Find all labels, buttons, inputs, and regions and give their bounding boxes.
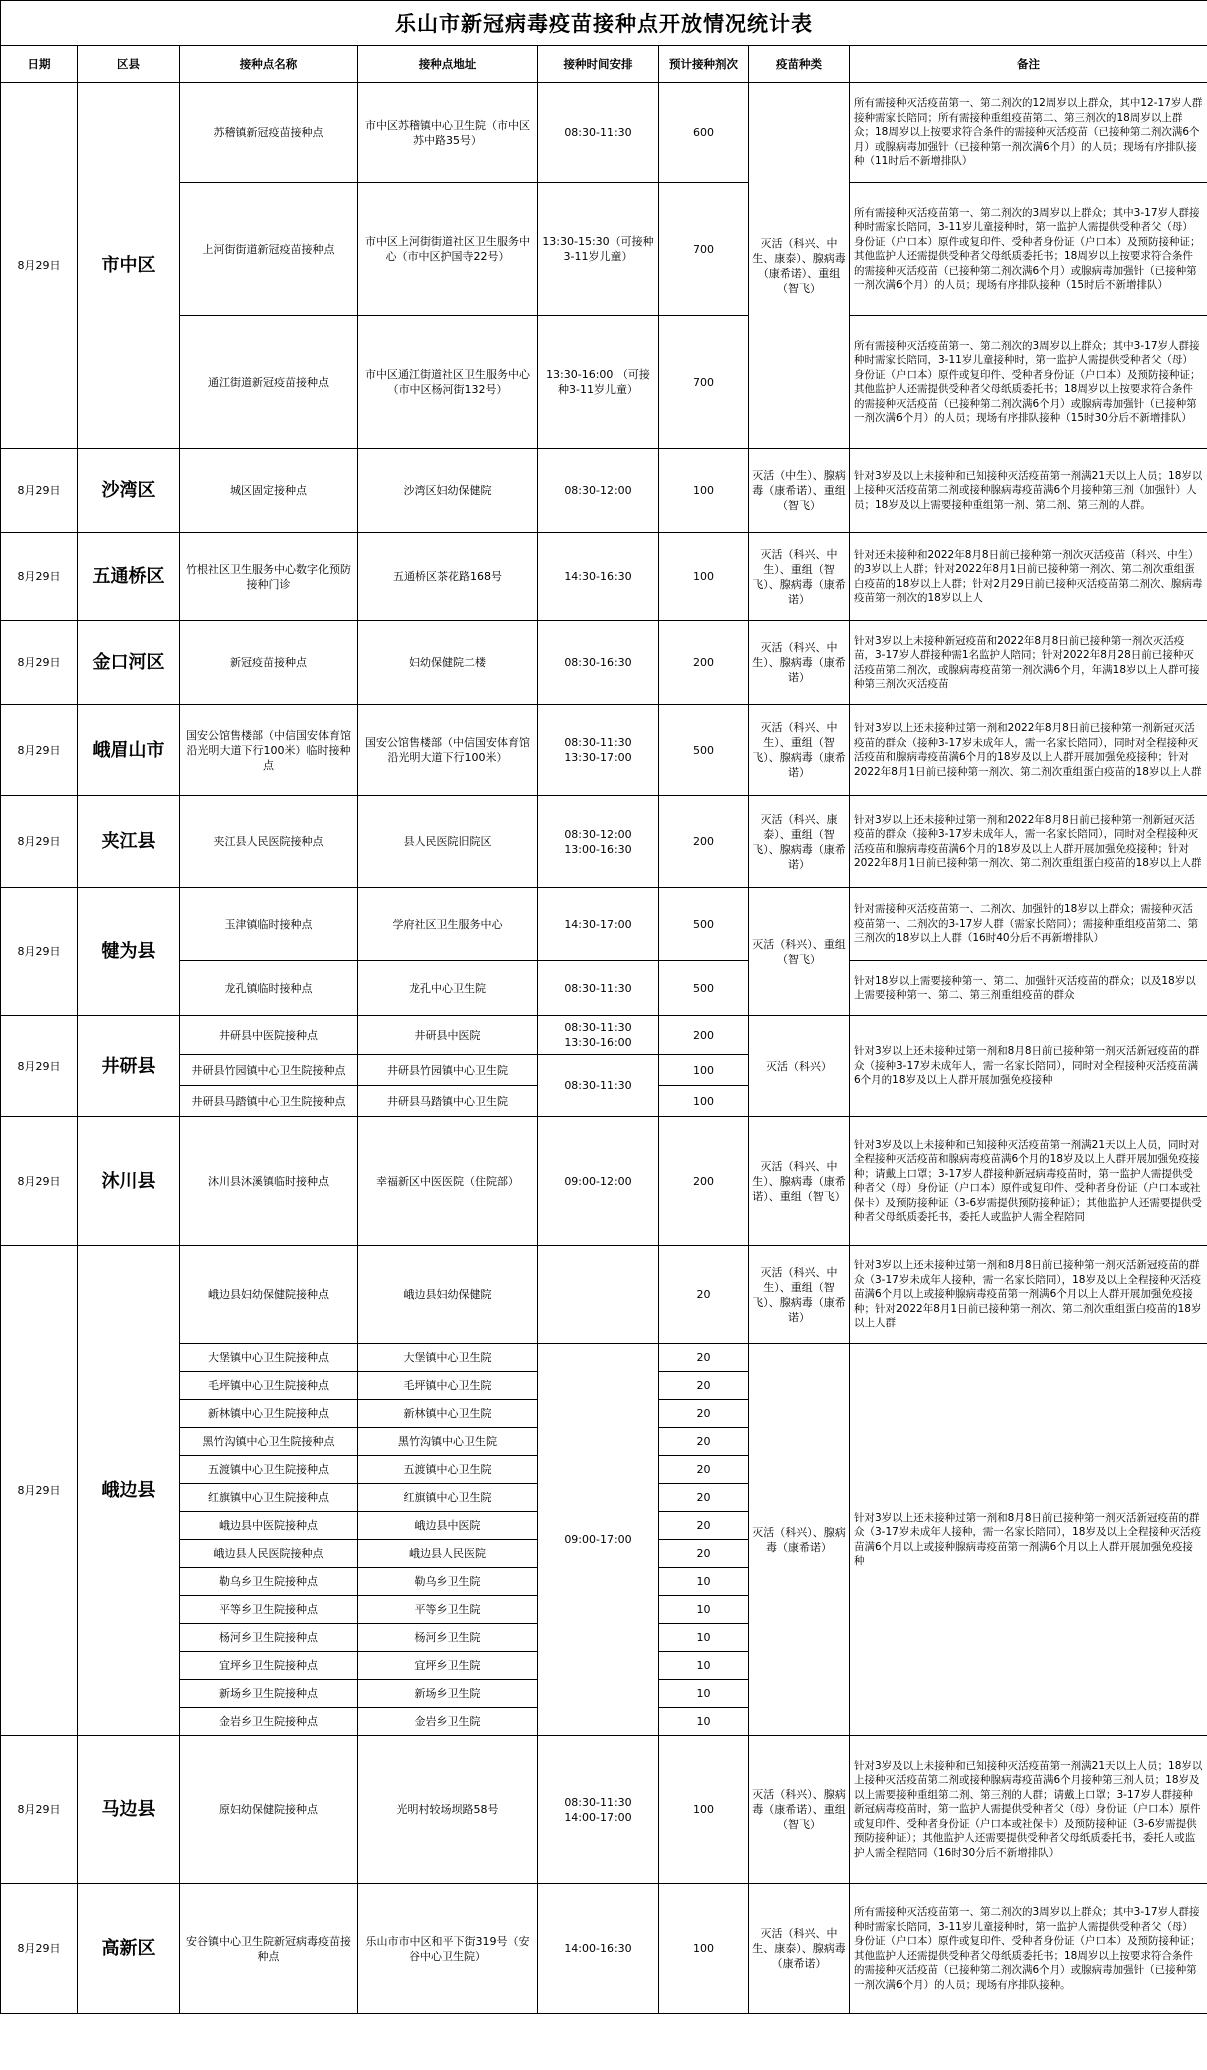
county-cell: 金口河区 <box>78 621 180 705</box>
table-row <box>1 796 1207 888</box>
remarks-cell: 所有需接种灭活疫苗第一、第二剂次的3周岁以上群众；其中3-17岁人群接种时需家长陪同，3-11岁儿童接种时，第一监护人需提供受种者父（母）身份证（户口本）原件或复印件、受种者身份证（户口本）及预防接种证；其他监护人还需提供受种者父母纸质委托书；18周岁以上按要求符合条件的需接种灭活疫苗（已接种第二剂次满6个月）或腺病毒加强针（已接种第一剂次满6个月）的人员；现场有序排队接种。 <box>850 1884 1207 2014</box>
site-address-cell: 光明村较场坝路58号 <box>358 1736 538 1884</box>
site-address-cell: 市中区苏稽镇中心卫生院（市中区苏中路35号） <box>358 83 538 183</box>
site-name-cell: 五渡镇中心卫生院接种点 <box>180 1456 358 1484</box>
vaccine-type-cell: 灭活（科兴、中生、康泰）、腺病毒（康希诺） <box>749 1884 850 2014</box>
site-name-cell: 苏稽镇新冠疫苗接种点 <box>180 83 358 183</box>
site-address-cell: 峨边县人民医院 <box>358 1540 538 1568</box>
dose-cell: 700 <box>659 183 749 316</box>
remarks-cell: 所有需接种灭活疫苗第一、第二剂次的3周岁以上群众；其中3-17岁人群接种时需家长陪同，3-11岁儿童接种时，第一监护人需提供受种者父（母）身份证（户口本）原件或复印件、受种者身份证（户口本）及预防接种证；其他监护人还需提供受种者父母纸质委托书；18周岁以上按要求符合条件的需接种灭活疫苗（已接种第二剂次满6个月）或腺病毒加强针（已接种第一剂次满6个月）的人员；现场有序排队接种（15时后不新增排队） <box>850 183 1207 316</box>
date-cell: 8月29日 <box>1 1884 78 2014</box>
site-name-cell: 新冠疫苗接种点 <box>180 621 358 705</box>
dose-cell: 10 <box>659 1624 749 1652</box>
county-cell: 五通桥区 <box>78 533 180 621</box>
time-cell: 08:30-12:00 13:00-16:30 <box>538 796 659 888</box>
site-address-cell: 杨河乡卫生院 <box>358 1624 538 1652</box>
table-row <box>1 961 1207 1016</box>
site-address-cell: 五通桥区茶花路168号 <box>358 533 538 621</box>
table-row <box>1 621 1207 705</box>
site-address-cell: 幸福新区中医医院（住院部） <box>358 1117 538 1246</box>
dose-cell: 10 <box>659 1596 749 1624</box>
vaccine-type-cell: 灭活（科兴） <box>749 1016 850 1117</box>
table-row <box>1 1246 1207 1344</box>
site-address-cell: 五渡镇中心卫生院 <box>358 1456 538 1484</box>
vaccine-type-cell: 灭活（科兴、康泰）、重组（智飞）、腺病毒（康希诺） <box>749 796 850 888</box>
site-name-cell: 峨边县中医院接种点 <box>180 1512 358 1540</box>
dose-cell: 100 <box>659 1055 749 1086</box>
remarks-cell: 针对需接种灭活疫苗第一、二剂次、加强针的18岁以上群众；需接种灭活疫苗第一、二剂次的3-17岁人群（需家长陪同）；需接种重组疫苗第二、第三剂次的18岁以上人群（16时40分后不再新增排队） <box>850 888 1207 961</box>
date-cell: 8月29日 <box>1 533 78 621</box>
dose-cell: 20 <box>659 1372 749 1400</box>
vaccine-type-cell: 灭活（科兴、中生）、腺病毒（康希诺）、重组（智飞） <box>749 1117 850 1246</box>
site-name-cell: 新林镇中心卫生院接种点 <box>180 1400 358 1428</box>
site-address-cell: 黑竹沟镇中心卫生院 <box>358 1428 538 1456</box>
site-name-cell: 宜坪乡卫生院接种点 <box>180 1652 358 1680</box>
table-row <box>1 449 1207 533</box>
county-cell: 马边县 <box>78 1736 180 1884</box>
site-name-cell: 井研县竹园镇中心卫生院接种点 <box>180 1055 358 1086</box>
dose-cell: 100 <box>659 1736 749 1884</box>
site-address-cell: 峨边县妇幼保健院 <box>358 1246 538 1344</box>
site-address-cell: 平等乡卫生院 <box>358 1596 538 1624</box>
date-cell: 8月29日 <box>1 1117 78 1246</box>
site-address-cell: 妇幼保健院二楼 <box>358 621 538 705</box>
site-name-cell: 金岩乡卫生院接种点 <box>180 1708 358 1736</box>
dose-cell: 500 <box>659 705 749 796</box>
remarks-cell: 针对3岁及以上未接种和已知接种灭活疫苗第一剂满21天以上人员，同时对全程接种灭活疫苗和腺病毒疫苗满6个月的18岁及以上人群开展加强免疫接种；请戴上口罩；3-17岁人群接种新冠病毒疫苗时，第一监护人需提供受种者父（母）身份证（户口本）原件或复印件、受种者身份证（户口本或社保卡）及预防接种证（3-6岁需提供预防接种证）；其他监护人还需要提供受种者父母纸质委托书，委托人或监护人需全程陪同 <box>850 1117 1207 1246</box>
site-address-cell: 新林镇中心卫生院 <box>358 1400 538 1428</box>
header-time: 接种时间安排 <box>538 46 659 83</box>
header-date: 日期 <box>1 46 78 83</box>
site-name-cell: 杨河乡卫生院接种点 <box>180 1624 358 1652</box>
site-address-cell: 红旗镇中心卫生院 <box>358 1484 538 1512</box>
site-address-cell: 金岩乡卫生院 <box>358 1708 538 1736</box>
table-row <box>1 1016 1207 1055</box>
dose-cell: 20 <box>659 1484 749 1512</box>
time-cell: 08:30-11:30 <box>538 1055 659 1117</box>
site-address-cell: 乐山市市中区和平下街319号（安谷中心卫生院） <box>358 1884 538 2014</box>
vaccine-type-cell: 灭活（科兴、中生）、腺病毒（康希诺） <box>749 621 850 705</box>
remarks-cell: 所有需接种灭活疫苗第一、第二剂次的12周岁以上群众，其中12-17岁人群接种需家长陪同；所有需接种重组疫苗第二、第三剂次的18周岁以上群众；18周岁以上按要求符合条件的需接种灭活疫苗（已接种第二剂次满6个月）或腺病毒加强针（已接种第一剂次满6个月）的人员；现场有序排队接种（11时后不新增排队） <box>850 83 1207 183</box>
header-doses: 预计接种剂次 <box>659 46 749 83</box>
dose-cell: 200 <box>659 796 749 888</box>
county-cell: 峨眉山市 <box>78 705 180 796</box>
site-name-cell: 毛坪镇中心卫生院接种点 <box>180 1372 358 1400</box>
dose-cell: 20 <box>659 1428 749 1456</box>
table-body <box>1 83 1207 2014</box>
site-address-cell: 毛坪镇中心卫生院 <box>358 1372 538 1400</box>
remarks-cell: 针对3岁以上还未接种过第一剂和8月8日前已接种第一剂灭活新冠疫苗的群众（3-17岁未成年人接种，需一名家长陪同），18岁及以上全程接种灭活疫苗满6个月以上或接种腺病毒疫苗第一剂满6个月以上人群开展加强免疫接种；针对2022年8月1日前已接种第一剂次、第二剂次重组蛋白疫苗的18岁以上人群 <box>850 1246 1207 1344</box>
time-cell: 08:30-12:00 <box>538 449 659 533</box>
vaccine-type-cell: 灭活（中生）、腺病毒（康希诺）、重组（智飞） <box>749 449 850 533</box>
county-cell: 市中区 <box>78 83 180 449</box>
site-address-cell: 国安公馆售楼部（中信国安体育馆沿光明大道下行100米） <box>358 705 538 796</box>
dose-cell: 10 <box>659 1568 749 1596</box>
sheet-title: 乐山市新冠病毒疫苗接种点开放情况统计表 <box>1 1 1207 46</box>
site-address-cell: 县人民医院旧院区 <box>358 796 538 888</box>
date-cell: 8月29日 <box>1 705 78 796</box>
county-cell: 沙湾区 <box>78 449 180 533</box>
site-name-cell: 勒乌乡卫生院接种点 <box>180 1568 358 1596</box>
remarks-cell: 针对18岁以上需要接种第一、第二、加强针灭活疫苗的群众；以及18岁以上需要接种第一、第二、第三剂重组疫苗的群众 <box>850 961 1207 1016</box>
time-cell: 14:30-16:30 <box>538 533 659 621</box>
dose-cell: 10 <box>659 1652 749 1680</box>
site-name-cell: 平等乡卫生院接种点 <box>180 1596 358 1624</box>
time-cell: 09:00-12:00 <box>538 1117 659 1246</box>
site-name-cell: 龙孔镇临时接种点 <box>180 961 358 1016</box>
time-cell: 08:30-11:30 <box>538 83 659 183</box>
dose-cell: 500 <box>659 888 749 961</box>
county-cell: 犍为县 <box>78 888 180 1016</box>
header-vaccine-type: 疫苗种类 <box>749 46 850 83</box>
site-address-cell: 井研县中医院 <box>358 1016 538 1055</box>
site-address-cell: 井研县竹园镇中心卫生院 <box>358 1055 538 1086</box>
table-row <box>1 316 1207 449</box>
dose-cell: 20 <box>659 1456 749 1484</box>
dose-cell: 200 <box>659 1117 749 1246</box>
remarks-cell: 针对还未接种和2022年8月8日前已接种第一剂次灭活疫苗（科兴、中生）的3岁以上人群；针对2022年8月1日前已接种第一剂次、第二剂次重组蛋白疫苗的18岁以上人群；针对2月29日前已接种灭活疫苗第二剂次、腺病毒疫苗第一剂次的18岁以上人 <box>850 533 1207 621</box>
time-cell: 08:30-11:30 13:30-17:00 <box>538 705 659 796</box>
table-row <box>1 533 1207 621</box>
site-name-cell: 峨边县人民医院接种点 <box>180 1540 358 1568</box>
header-site-name: 接种点名称 <box>180 46 358 83</box>
site-name-cell: 安谷镇中心卫生院新冠病毒疫苗接种点 <box>180 1884 358 2014</box>
site-name-cell: 大堡镇中心卫生院接种点 <box>180 1344 358 1372</box>
date-cell: 8月29日 <box>1 796 78 888</box>
time-cell: 08:30-11:30 13:30-16:00 <box>538 1016 659 1055</box>
dose-cell: 10 <box>659 1680 749 1708</box>
site-address-cell: 勒乌乡卫生院 <box>358 1568 538 1596</box>
remarks-cell: 针对3岁及以上未接种和已知接种灭活疫苗第一剂满21天以上人员；18岁以上接种灭活疫苗第二剂或接种腺病毒疫苗满6个月接种第三剂人员；18岁及以上需要接种重组第二剂、第三剂的人群；请戴上口罩；3-17岁人群接种新冠病毒疫苗时，第一监护人需提供受种者父（母）身份证（户口本）原件或复印件、受种者身份证（户口本或社保卡）及预防接种证（3-6岁需提供预防接种证）；其他监护人还需要提供受种者父母纸质委托书，委托人或监护人需全程陪同（16时30分后不新增排队） <box>850 1736 1207 1884</box>
header-remarks: 备注 <box>850 46 1207 83</box>
site-name-cell: 上河街街道新冠疫苗接种点 <box>180 183 358 316</box>
dose-cell: 20 <box>659 1400 749 1428</box>
county-cell: 高新区 <box>78 1884 180 2014</box>
site-address-cell: 大堡镇中心卫生院 <box>358 1344 538 1372</box>
vaccine-type-cell: 灭活（科兴、中生）、重组（智飞）、腺病毒（康希诺） <box>749 705 850 796</box>
date-cell: 8月29日 <box>1 1246 78 1736</box>
table-row <box>1 1117 1207 1246</box>
site-name-cell: 红旗镇中心卫生院接种点 <box>180 1484 358 1512</box>
vaccine-type-cell: 灭活（科兴、中生）、重组（智飞）、腺病毒（康希诺） <box>749 1246 850 1344</box>
time-cell: 08:30-16:30 <box>538 621 659 705</box>
county-cell: 夹江县 <box>78 796 180 888</box>
site-address-cell: 宜坪乡卫生院 <box>358 1652 538 1680</box>
dose-cell: 200 <box>659 1016 749 1055</box>
site-name-cell: 玉津镇临时接种点 <box>180 888 358 961</box>
site-name-cell: 黑竹沟镇中心卫生院接种点 <box>180 1428 358 1456</box>
table-row <box>1 888 1207 961</box>
time-cell: 13:30-15:30（可接种3-11岁儿童） <box>538 183 659 316</box>
dose-cell: 10 <box>659 1708 749 1736</box>
county-cell: 井研县 <box>78 1016 180 1117</box>
dose-cell: 600 <box>659 83 749 183</box>
dose-cell: 100 <box>659 1086 749 1117</box>
site-name-cell: 竹根社区卫生服务中心数字化预防接种门诊 <box>180 533 358 621</box>
dose-cell: 20 <box>659 1344 749 1372</box>
remarks-cell: 针对3岁以上还未接种过第一剂和2022年8月8日前已接种第一剂新冠灭活疫苗的群众（接种3-17岁未成年人，需一名家长陪同），同时对全程接种灭活疫苗和腺病毒疫苗满6个月的18岁及以上人群开展加强免疫接种；针对2022年8月1日前已接种第一剂次、第二剂次重组蛋白疫苗的18岁以上人群 <box>850 796 1207 888</box>
dose-cell: 20 <box>659 1512 749 1540</box>
remarks-cell: 针对3岁以上未接种新冠疫苗和2022年8月8日前已接种第一剂次灭活疫苗，3-17岁人群接种需1名监护人陪同；针对2022年8月28日前已接种灭活疫苗第二剂次，或腺病毒疫苗第一剂次满6个月，年满18岁以上人群可接种第三剂次灭活疫苗 <box>850 621 1207 705</box>
date-cell: 8月29日 <box>1 1736 78 1884</box>
date-cell: 8月29日 <box>1 1016 78 1117</box>
site-name-cell: 夹江县人民医院接种点 <box>180 796 358 888</box>
header-site-address: 接种点地址 <box>358 46 538 83</box>
table-row <box>1 1344 1207 1372</box>
site-address-cell: 市中区通江街道社区卫生服务中心（市中区杨河街132号） <box>358 316 538 449</box>
site-name-cell: 峨边县妇幼保健院接种点 <box>180 1246 358 1344</box>
table-row <box>1 183 1207 316</box>
date-cell: 8月29日 <box>1 621 78 705</box>
site-address-cell: 龙孔中心卫生院 <box>358 961 538 1016</box>
vaccine-type-cell: 灭活（科兴）、腺病毒（康希诺）、重组（智飞） <box>749 1736 850 1884</box>
remarks-cell: 针对3岁以上还未接种过第一剂和8月8日前已接种第一剂灭活新冠疫苗的群众（3-17岁未成年人接种，需一名家长陪同），18岁及以上全程接种灭活疫苗满6个月以上或接种腺病毒疫苗第一剂满6个月以上人群开展加强免疫接种 <box>850 1344 1207 1736</box>
dose-cell: 20 <box>659 1246 749 1344</box>
site-name-cell: 原妇幼保健院接种点 <box>180 1736 358 1884</box>
date-cell: 8月29日 <box>1 888 78 1016</box>
site-name-cell: 通江街道新冠疫苗接种点 <box>180 316 358 449</box>
county-cell: 峨边县 <box>78 1246 180 1736</box>
site-name-cell: 新场乡卫生院接种点 <box>180 1680 358 1708</box>
time-cell: 13:30-16:00 （可接种3-11岁儿童） <box>538 316 659 449</box>
site-name-cell: 井研县中医院接种点 <box>180 1016 358 1055</box>
remarks-cell: 针对3岁以上还未接种过第一剂和8月8日前已接种第一剂灭活新冠疫苗的群众（接种3-17岁未成年人，需一名家长陪同），同时对全程接种灭活疫苗满6个月的18岁及以上人群开展加强免疫接种 <box>850 1016 1207 1117</box>
vaccine-type-cell: 灭活（科兴）、腺病毒（康希诺） <box>749 1344 850 1736</box>
time-cell: 14:30-17:00 <box>538 888 659 961</box>
site-address-cell: 新场乡卫生院 <box>358 1680 538 1708</box>
site-name-cell: 城区固定接种点 <box>180 449 358 533</box>
site-address-cell: 学府社区卫生服务中心 <box>358 888 538 961</box>
time-cell: 14:00-16:30 <box>538 1884 659 2014</box>
dose-cell: 20 <box>659 1540 749 1568</box>
time-cell: 08:30-11:30 <box>538 961 659 1016</box>
vaccine-type-cell: 灭活（科兴、中生）、重组（智飞）、腺病毒（康希诺） <box>749 533 850 621</box>
remarks-cell: 所有需接种灭活疫苗第一、第二剂次的3周岁以上群众；其中3-17岁人群接种时需家长陪同，3-11岁儿童接种时，第一监护人需提供受种者父（母）身份证（户口本）原件或复印件、受种者身份证（户口本）及预防接种证；其他监护人还需提供受种者父母纸质委托书；18周岁以上按要求符合条件的需接种灭活疫苗（已接种第二剂次满6个月）或腺病毒加强针（已接种第一剂次满6个月）的人员；现场有序排队接种（15时30分后不新增排队） <box>850 316 1207 449</box>
time-cell: 08:30-11:30 14:00-17:00 <box>538 1736 659 1884</box>
header-row <box>1 46 1207 83</box>
vaccine-type-cell: 灭活（科兴、中生、康泰）、腺病毒（康希诺）、重组（智飞） <box>749 83 850 449</box>
site-address-cell: 峨边县中医院 <box>358 1512 538 1540</box>
dose-cell: 500 <box>659 961 749 1016</box>
dose-cell: 700 <box>659 316 749 449</box>
site-address-cell: 井研县马踏镇中心卫生院 <box>358 1086 538 1117</box>
table-row <box>1 705 1207 796</box>
county-cell: 沐川县 <box>78 1117 180 1246</box>
site-address-cell: 沙湾区妇幼保健院 <box>358 449 538 533</box>
date-cell: 8月29日 <box>1 83 78 449</box>
site-name-cell: 井研县马踏镇中心卫生院接种点 <box>180 1086 358 1117</box>
time-cell: 09:00-17:00 <box>538 1344 659 1736</box>
dose-cell: 100 <box>659 533 749 621</box>
vaccine-type-cell: 灭活（科兴）、重组（智飞） <box>749 888 850 1016</box>
dose-cell: 100 <box>659 1884 749 2014</box>
dose-cell: 100 <box>659 449 749 533</box>
remarks-cell: 针对3岁及以上未接种和已知接种灭活疫苗第一剂满21天以上人员；18岁以上接种灭活疫苗第二剂或接种腺病毒疫苗满6个月接种第三剂（加强针）人员；18岁及以上需要接种重组第一剂、第二剂、第三剂的人群。 <box>850 449 1207 533</box>
table-row <box>1 83 1207 183</box>
time-cell <box>538 1246 659 1344</box>
site-address-cell: 市中区上河街街道社区卫生服务中心（市中区护国寺22号） <box>358 183 538 316</box>
table-row <box>1 1884 1207 2014</box>
table-row <box>1 1736 1207 1884</box>
date-cell: 8月29日 <box>1 449 78 533</box>
site-name-cell: 沐川县沐溪镇临时接种点 <box>180 1117 358 1246</box>
header-county: 区县 <box>78 46 180 83</box>
remarks-cell: 针对3岁以上还未接种过第一剂和2022年8月8日前已接种第一剂新冠灭活疫苗的群众（接种3-17岁未成年人，需一名家长陪同），同时对全程接种灭活疫苗和腺病毒疫苗满6个月的18岁及以上人群开展加强免疫接种；针对2022年8月1日前已接种第一剂次、第二剂次重组蛋白疫苗的18岁以上人群 <box>850 705 1207 796</box>
dose-cell: 200 <box>659 621 749 705</box>
site-name-cell: 国安公馆售楼部（中信国安体育馆沿光明大道下行100米）临时接种点 <box>180 705 358 796</box>
